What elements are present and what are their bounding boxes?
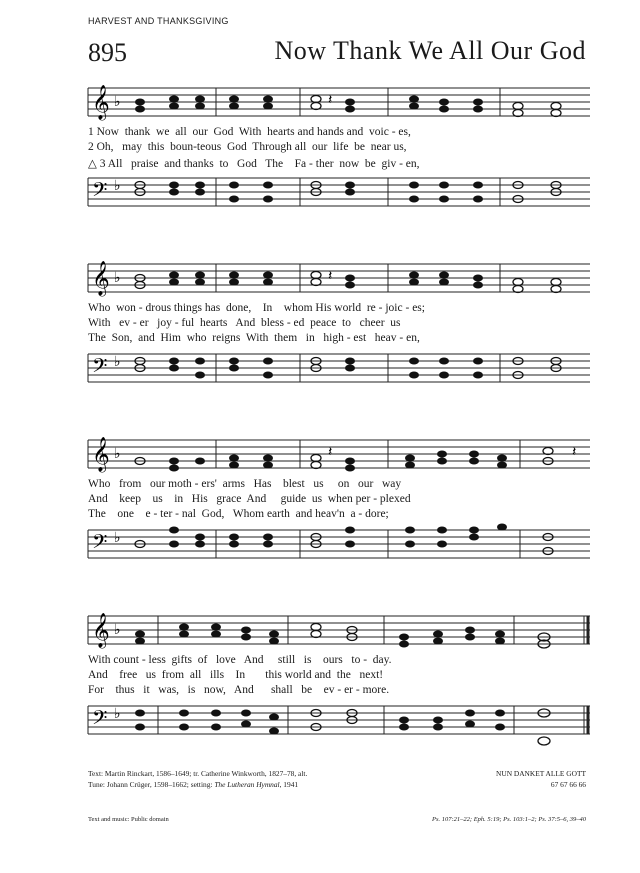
lyric-line-2: With ev - er joy - ful hearts And bless - ed peace to cheer us	[88, 317, 401, 329]
svg-text:♭: ♭	[114, 95, 121, 110]
scripture-references: Ps. 107:21–22; Eph. 5:19; Ps. 103:1–2; Ps. 37:5–6, 39–40	[432, 816, 586, 823]
svg-text:♭: ♭	[114, 447, 121, 462]
bass-staff-2	[88, 348, 590, 398]
treble-staff-1	[88, 82, 590, 132]
music-system-3	[88, 434, 590, 574]
tune-credit-suffix: , 1941	[279, 780, 299, 789]
section-heading: HARVEST AND THANKSGIVING	[88, 16, 229, 26]
lyric-line-1: Who won - drous things has done, In whom His world re - joic - es;	[88, 302, 425, 314]
lyric-line-3: The one e - ter - nal God, Whom earth and heav'n a - dore;	[88, 508, 389, 520]
text-credit: Text: Martin Rinckart, 1586–1649; tr. Catherine Winkworth, 1827–78, alt.	[88, 769, 308, 778]
tune-credit-prefix: Tune: Johann Crüger, 1598–1662; setting:	[88, 780, 215, 789]
svg-text:♭: ♭	[114, 355, 121, 370]
credits	[88, 768, 307, 790]
hymn-number: 895	[88, 38, 127, 67]
svg-text:𝄽: 𝄽	[328, 445, 333, 460]
bass-staff-3	[88, 524, 590, 574]
svg-text:♭: ♭	[114, 531, 121, 546]
svg-text:𝄞: 𝄞	[92, 437, 110, 472]
svg-text:𝄞: 𝄞	[92, 613, 110, 648]
tune-credit-source: The Lutheran Hymnal	[214, 780, 280, 789]
svg-text:♭: ♭	[114, 707, 121, 722]
svg-text:𝄢: 𝄢	[92, 354, 108, 382]
svg-text:𝄢: 𝄢	[92, 706, 108, 734]
bass-staff-1	[88, 172, 590, 222]
lyric-line-3: For thus it was, is now, And shall be ev - er - more.	[88, 684, 390, 696]
svg-text:♭: ♭	[114, 623, 121, 638]
lyric-line-1: 1 Now thank we all our God With hearts and hands and voic - es,	[88, 126, 411, 138]
meter: 67 67 66 66	[550, 780, 586, 789]
treble-staff-3	[88, 434, 590, 484]
treble-staff-2	[88, 258, 590, 308]
tune-info	[496, 768, 586, 790]
svg-text:𝄞: 𝄞	[92, 261, 110, 296]
svg-text:𝄢: 𝄢	[92, 530, 108, 558]
lyric-line-1: With count - less gifts of love And still is ours to - day.	[88, 654, 392, 666]
svg-text:𝄽: 𝄽	[328, 269, 333, 284]
bass-staff-4	[88, 700, 590, 750]
music-system-1	[88, 82, 590, 222]
music-system-4	[88, 610, 590, 750]
hymn-title: Now Thank We All Our God	[274, 36, 586, 65]
svg-text:𝄢: 𝄢	[92, 178, 108, 206]
tune-credit	[88, 779, 307, 790]
svg-text:𝄽: 𝄽	[572, 445, 577, 460]
svg-text:♭: ♭	[114, 271, 121, 286]
lyric-line-3: △ 3 All praise and thanks to God The Fa - ther now be giv - en,	[88, 158, 420, 170]
music-system-2	[88, 258, 590, 398]
svg-text:𝄞: 𝄞	[92, 85, 110, 120]
svg-text:♭: ♭	[114, 179, 121, 194]
rights-notice: Text and music: Public domain	[88, 816, 169, 823]
lyric-line-2: 2 Oh, may this boun-teous God Through all our life be near us,	[88, 141, 407, 153]
lyric-line-2: And free us from all ills In this world and the next!	[88, 669, 384, 681]
tune-name: NUN DANKET ALLE GOTT	[496, 769, 586, 778]
lyric-line-1: Who from our moth - ers' arms Has blest us on our way	[88, 478, 402, 490]
lyric-line-3: The Son, and Him who reigns With them in high - est heav - en,	[88, 332, 420, 344]
lyric-line-2: And keep us in His grace And guide us when per - plexed	[88, 493, 411, 505]
treble-staff-4	[88, 610, 590, 660]
svg-text:𝄽: 𝄽	[328, 93, 333, 108]
